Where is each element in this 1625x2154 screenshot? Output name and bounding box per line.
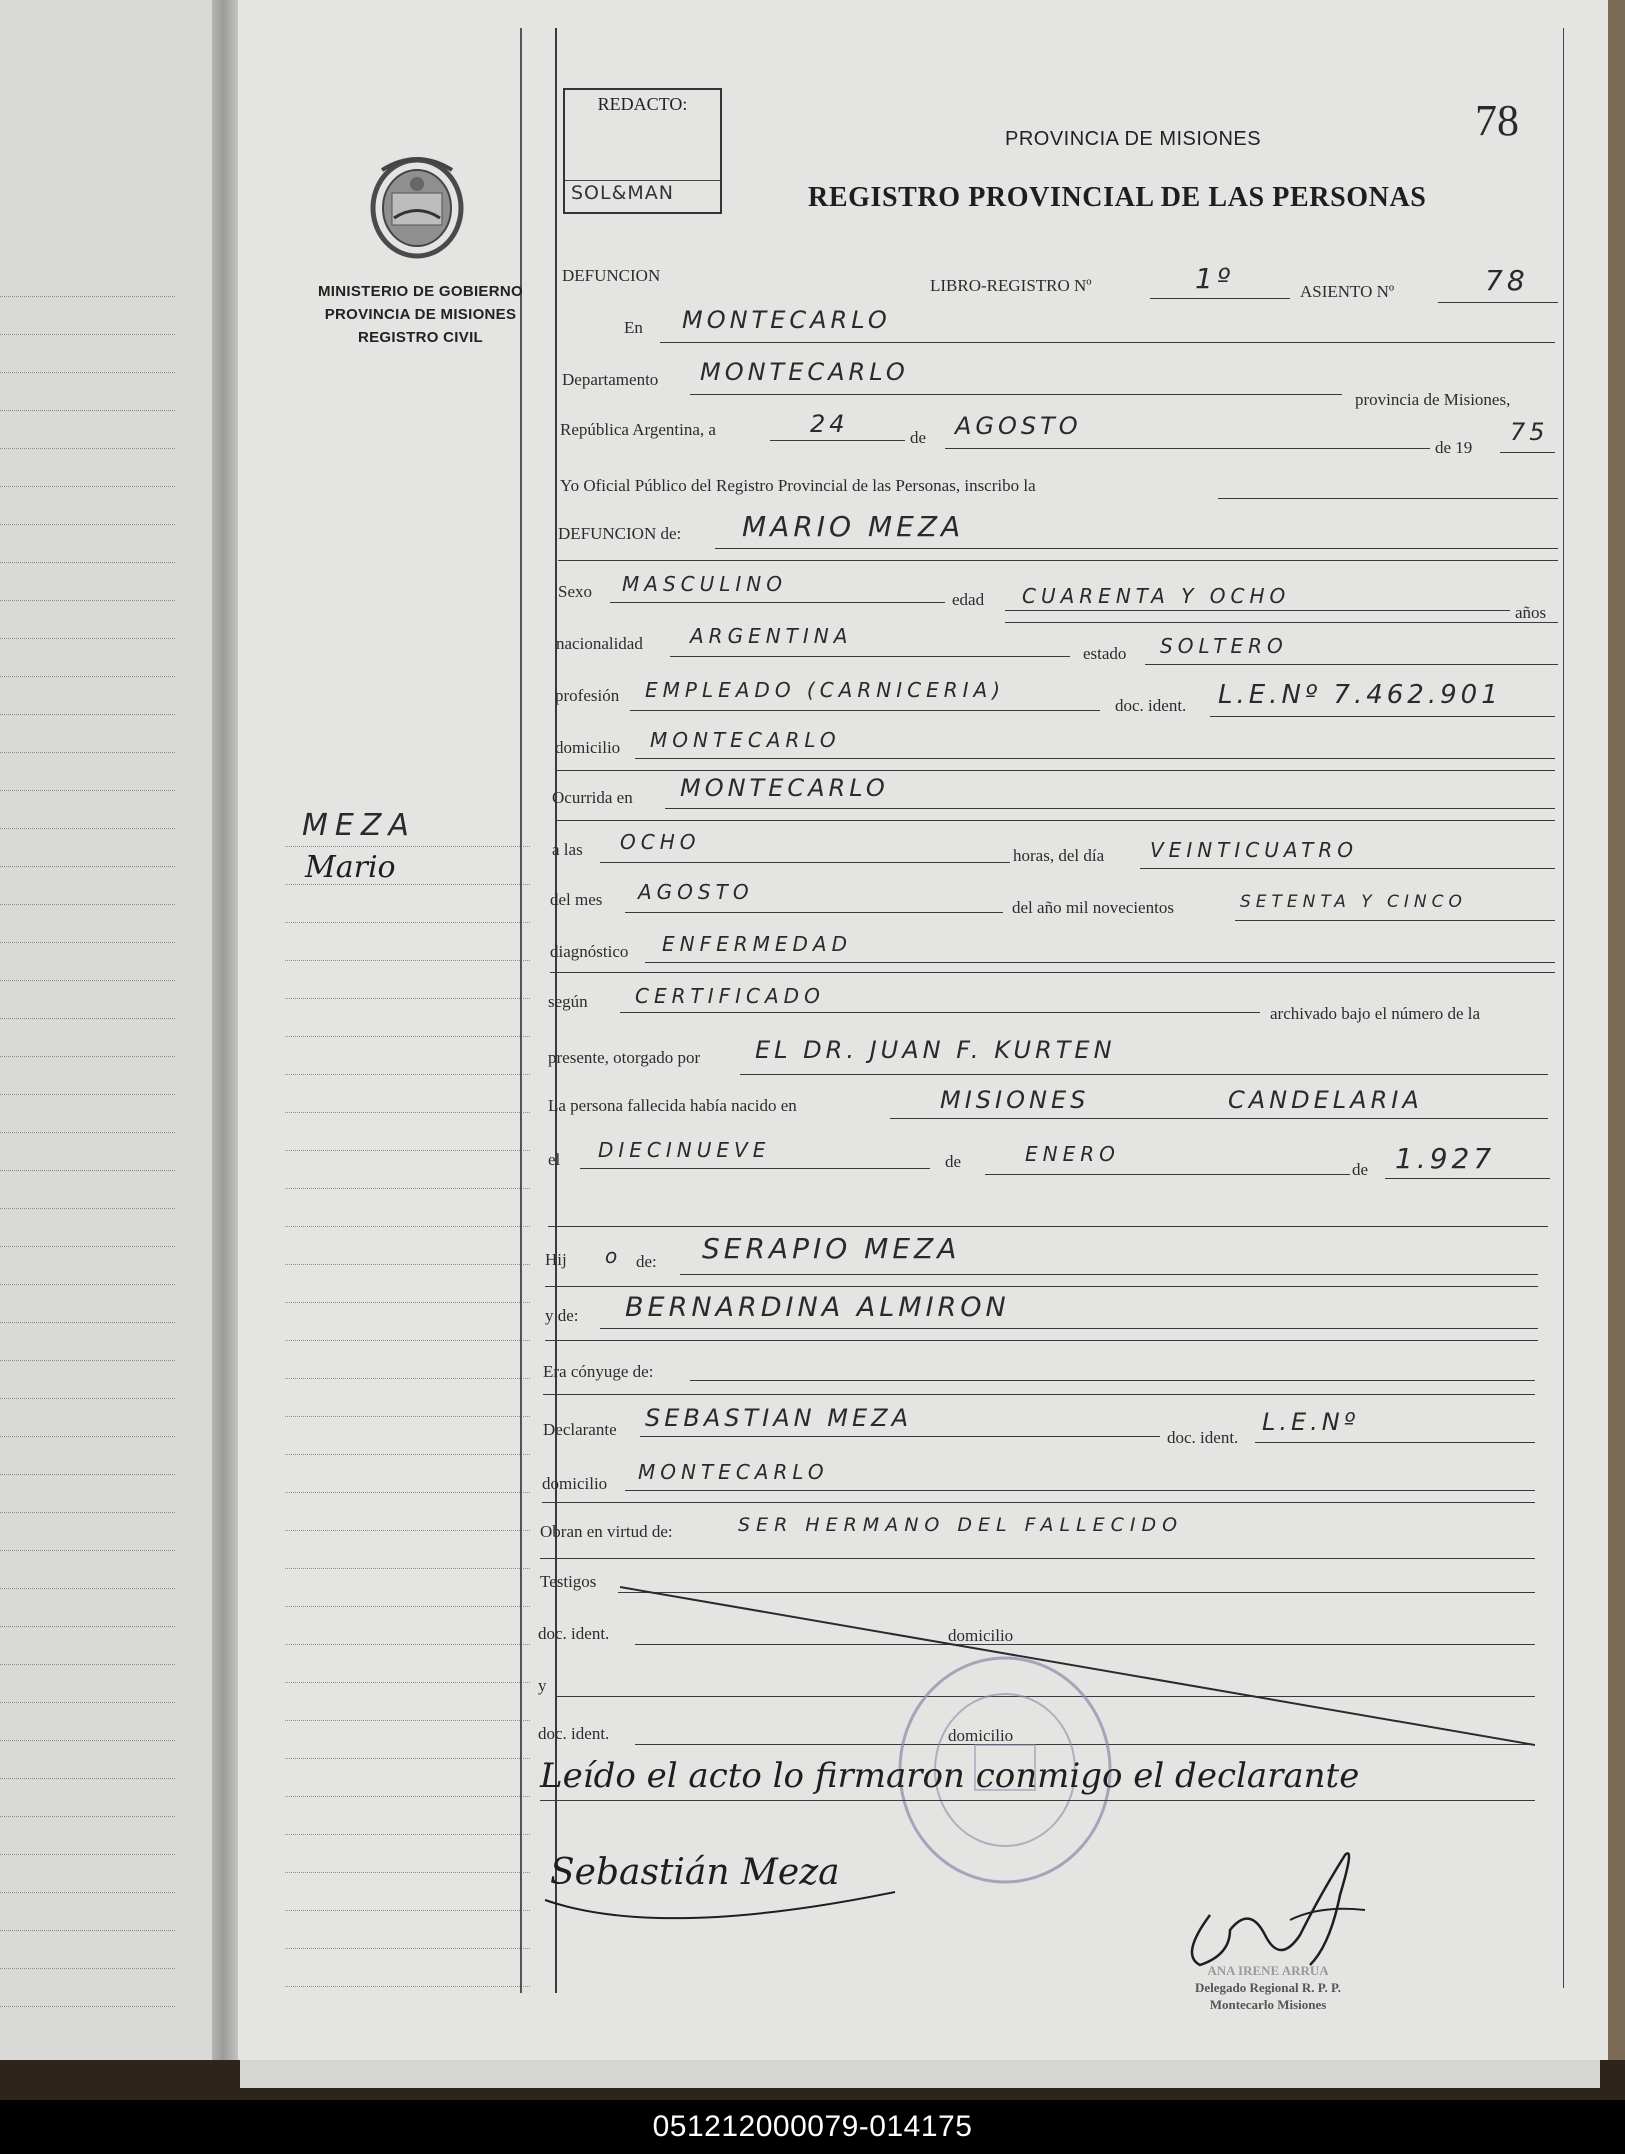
birth-year-line bbox=[1385, 1178, 1550, 1179]
margin-rule bbox=[285, 1872, 530, 1873]
domicilio-label: domicilio bbox=[555, 738, 621, 757]
de19-label: de 19 bbox=[1435, 438, 1473, 457]
ledger-rule bbox=[0, 1284, 175, 1285]
margin-rule bbox=[285, 1112, 530, 1113]
ocurrida-label: Ocurrida en bbox=[552, 788, 633, 807]
obran-line bbox=[540, 1558, 1535, 1559]
ledger-rule bbox=[0, 1398, 175, 1399]
defuncion-de-label: DEFUNCION de: bbox=[558, 524, 682, 543]
ledger-rule bbox=[0, 904, 175, 905]
hijo-de-label: de: bbox=[636, 1252, 657, 1271]
libro-label: LIBRO-REGISTRO Nº bbox=[930, 276, 1092, 295]
decl-domicilio-label: domicilio bbox=[542, 1474, 608, 1493]
decl-domicilio-line bbox=[625, 1490, 1535, 1491]
margin-rule bbox=[285, 1226, 530, 1227]
sexo-value: MASCULINO bbox=[622, 572, 787, 596]
ledger-rule bbox=[0, 1436, 175, 1437]
obran-label: Obran en virtud de: bbox=[540, 1522, 673, 1541]
decl-domicilio-line-2 bbox=[542, 1502, 1535, 1503]
redacto-box bbox=[563, 88, 722, 214]
margin-rule bbox=[285, 1758, 530, 1759]
ledger-rule bbox=[0, 562, 175, 563]
sexo-line bbox=[610, 602, 945, 603]
estado-value: SOLTERO bbox=[1160, 634, 1288, 658]
testigo2-domicilio-label: domicilio bbox=[948, 1726, 1014, 1745]
margin-rule bbox=[285, 1340, 530, 1341]
province-heading: PROVINCIA DE MISIONES bbox=[1005, 128, 1262, 150]
ledger-rule bbox=[0, 524, 175, 525]
del-mes-line bbox=[625, 912, 1003, 913]
estado-line bbox=[1145, 664, 1558, 665]
en-label: En bbox=[624, 318, 643, 337]
ledger-rule bbox=[0, 1626, 175, 1627]
notary-title: Delegado Regional R. P. P. bbox=[1194, 1980, 1341, 1995]
ledger-rule bbox=[0, 1664, 175, 1665]
testigos-label: Testigos bbox=[540, 1572, 597, 1591]
estado-label: estado bbox=[1083, 644, 1127, 663]
margin-rule bbox=[285, 1150, 530, 1151]
left-ledger-page bbox=[0, 0, 225, 2100]
father-line-2 bbox=[545, 1286, 1538, 1287]
ledger-rule bbox=[0, 1208, 175, 1209]
margin-rule bbox=[285, 1378, 530, 1379]
year-line bbox=[1500, 452, 1555, 453]
ledger-rule bbox=[0, 1550, 175, 1551]
hora-line bbox=[600, 862, 1010, 863]
ledger-rule bbox=[0, 714, 175, 715]
ledger-rule bbox=[0, 1246, 175, 1247]
signature-underline-icon bbox=[540, 1880, 900, 1940]
margin-rule bbox=[285, 1986, 530, 1987]
medico-line bbox=[740, 1074, 1548, 1075]
ministry-registry-line: REGISTRO CIVIL bbox=[357, 329, 484, 346]
notary-block bbox=[1148, 1962, 1388, 2013]
decl-doc-line bbox=[1255, 1442, 1535, 1443]
ministry-province-line: PROVINCIA DE MISIONES bbox=[324, 306, 517, 323]
margin-rule bbox=[285, 1644, 530, 1645]
margin-rule bbox=[285, 846, 530, 847]
declarante-line bbox=[640, 1436, 1160, 1437]
en-value: MONTECARLO bbox=[682, 306, 891, 334]
margin-rule bbox=[285, 1606, 530, 1607]
obran-value: SER HERMANO DEL FALLECIDO bbox=[738, 1514, 1184, 1536]
birth-year-value: 1.927 bbox=[1395, 1142, 1496, 1175]
birth-month-line bbox=[985, 1174, 1350, 1175]
de-label: de bbox=[910, 428, 927, 447]
ledger-rule bbox=[0, 1816, 175, 1817]
mother-line bbox=[600, 1328, 1538, 1329]
ledger-rule bbox=[0, 1132, 175, 1133]
ocurrida-line bbox=[665, 808, 1555, 809]
ledger-rule bbox=[0, 828, 175, 829]
ledger-rule bbox=[0, 866, 175, 867]
officer-signature-icon bbox=[1170, 1835, 1380, 1975]
separator-line bbox=[548, 1226, 1548, 1227]
profesion-line bbox=[630, 710, 1100, 711]
asiento-value: 78 bbox=[1485, 264, 1529, 297]
asiento-line bbox=[1438, 302, 1558, 303]
deceased-name-line bbox=[715, 548, 1558, 549]
margin-rule bbox=[285, 1834, 530, 1835]
margin-rule bbox=[285, 998, 530, 999]
mother-line-2 bbox=[545, 1340, 1538, 1341]
edad-line-2 bbox=[1005, 622, 1558, 623]
ledger-rule bbox=[0, 600, 175, 601]
birth-day-line bbox=[580, 1168, 930, 1169]
domicilio-value: MONTECARLO bbox=[650, 728, 841, 752]
deceased-name-value: MARIO MEZA bbox=[742, 510, 965, 543]
margin-rule bbox=[285, 1568, 530, 1569]
margin-rule bbox=[285, 1682, 530, 1683]
dia-texto-line bbox=[1140, 868, 1555, 869]
ledger-rule bbox=[0, 790, 175, 791]
conyuge-label: Era cónyuge de: bbox=[543, 1362, 654, 1381]
ledger-rule bbox=[0, 296, 175, 297]
ledger-rule bbox=[0, 942, 175, 943]
declarant-signature: Sebastián Meza bbox=[550, 1852, 840, 1893]
segun-line bbox=[620, 1012, 1260, 1013]
year-value: 75 bbox=[1510, 418, 1549, 446]
del-anio-line bbox=[1235, 920, 1555, 921]
ledger-rule bbox=[0, 1968, 175, 1969]
presente-label: presente, otorgado por bbox=[548, 1048, 701, 1067]
diagnostico-line bbox=[645, 962, 1555, 963]
y-de-label: y de: bbox=[545, 1306, 579, 1325]
republica-label: República Argentina, a bbox=[560, 420, 716, 439]
del-mes-value: AGOSTO bbox=[638, 880, 754, 904]
departamento-value: MONTECARLO bbox=[700, 358, 909, 386]
hijo-suffix: o bbox=[605, 1244, 623, 1268]
del-anio-value: SETENTA Y CINCO bbox=[1240, 892, 1467, 912]
profesion-value: EMPLEADO (CARNICERIA) bbox=[645, 678, 1005, 702]
birth-day-value: DIECINUEVE bbox=[598, 1138, 771, 1162]
margin-rule bbox=[285, 1948, 530, 1949]
provincial-seal-icon bbox=[362, 148, 472, 263]
ministry-line: MINISTERIO DE GOBIERNO bbox=[318, 283, 523, 300]
father-value: SERAPIO MEZA bbox=[702, 1232, 961, 1265]
dia-texto-value: VEINTICUATRO bbox=[1150, 838, 1358, 862]
ledger-rule bbox=[0, 980, 175, 981]
decl-doc-value: L.E.Nº bbox=[1262, 1408, 1360, 1436]
asiento-label: ASIENTO Nº bbox=[1300, 282, 1395, 301]
margin-rule bbox=[285, 1302, 530, 1303]
ledger-rule bbox=[0, 1512, 175, 1513]
ledger-rule bbox=[0, 1778, 175, 1779]
ledger-rule bbox=[0, 1930, 175, 1931]
ministry-block bbox=[298, 280, 543, 349]
margin-rule bbox=[285, 1264, 530, 1265]
ledger-rule bbox=[0, 1740, 175, 1741]
margin-rule bbox=[285, 1492, 530, 1493]
nacido-value-1: MISIONES bbox=[940, 1086, 1090, 1114]
month-value: AGOSTO bbox=[955, 412, 1082, 440]
ledger-rule bbox=[0, 676, 175, 677]
day-value: 24 bbox=[810, 410, 849, 438]
margin-rule bbox=[285, 960, 530, 961]
margin-given-name: Mario bbox=[305, 850, 396, 885]
margin-rule bbox=[285, 922, 530, 923]
ledger-rule bbox=[0, 372, 175, 373]
edad-line bbox=[1005, 610, 1510, 611]
nacido-line bbox=[890, 1118, 1548, 1119]
page-bottom-edge bbox=[240, 2060, 1600, 2088]
nacionalidad-value: ARGENTINA bbox=[690, 624, 853, 648]
closing-statement: Leído el acto lo firmaron conmigo el declarante bbox=[540, 1756, 1360, 1796]
edad-label: edad bbox=[952, 590, 985, 609]
margin-rule bbox=[285, 1036, 530, 1037]
ledger-rule bbox=[0, 2006, 175, 2007]
birth-de-label: de bbox=[945, 1152, 962, 1171]
en-line bbox=[660, 342, 1555, 343]
edad-value: CUARENTA Y OCHO bbox=[1022, 584, 1291, 608]
ledger-rule bbox=[0, 1892, 175, 1893]
testigo2-doc-label: doc. ident. bbox=[538, 1724, 610, 1743]
doc-ident-label: doc. ident. bbox=[1115, 696, 1187, 715]
notary-name: ANA IRENE ARRUA bbox=[1207, 1963, 1329, 1978]
ledger-rule bbox=[0, 1018, 175, 1019]
ledger-rule bbox=[0, 1854, 175, 1855]
decl-doc-label: doc. ident. bbox=[1167, 1428, 1239, 1447]
mother-value: BERNARDINA ALMIRON bbox=[625, 1292, 1010, 1323]
libro-value: 1º bbox=[1195, 262, 1235, 295]
birth-month-value: ENERO bbox=[1025, 1142, 1120, 1166]
father-line bbox=[680, 1274, 1538, 1275]
nacido-label: La persona fallecida había nacido en bbox=[548, 1096, 797, 1115]
provincia-suffix: provincia de Misiones, bbox=[1355, 390, 1511, 409]
deceased-name-line-2 bbox=[558, 560, 1558, 561]
notary-place: Montecarlo Misiones bbox=[1209, 1997, 1327, 2012]
declarante-label: Declarante bbox=[543, 1420, 617, 1439]
y-label: y bbox=[538, 1676, 547, 1695]
segun-value: CERTIFICADO bbox=[635, 984, 825, 1008]
testigo1-doc-label: doc. ident. bbox=[538, 1624, 610, 1643]
el-label: el bbox=[548, 1150, 561, 1169]
ledger-rule bbox=[0, 486, 175, 487]
libro-line bbox=[1150, 298, 1290, 299]
margin-rule bbox=[285, 1188, 530, 1189]
ocurrida-value: MONTECARLO bbox=[680, 774, 889, 802]
a-las-label: a las bbox=[552, 840, 583, 859]
ledger-rule bbox=[0, 448, 175, 449]
horas-label: horas, del día bbox=[1013, 846, 1105, 865]
ledger-rule bbox=[0, 1170, 175, 1171]
ledger-rule bbox=[0, 1322, 175, 1323]
ledger-rule bbox=[0, 1702, 175, 1703]
margin-surname: MEZA bbox=[302, 808, 416, 843]
ledger-rule bbox=[0, 334, 175, 335]
decl-domicilio-value: MONTECARLO bbox=[638, 1460, 829, 1484]
declarante-value: SEBASTIAN MEZA bbox=[645, 1404, 912, 1432]
ledger-rule bbox=[0, 638, 175, 639]
day-line bbox=[770, 440, 905, 441]
registry-heading: REGISTRO PROVINCIAL DE LAS PERSONAS bbox=[808, 182, 1427, 213]
nacionalidad-line bbox=[670, 656, 1070, 657]
diagnostico-value: ENFERMEDAD bbox=[662, 932, 853, 956]
margin-rule bbox=[285, 1454, 530, 1455]
ledger-rule bbox=[0, 1588, 175, 1589]
del-anio-label: del año mil novecientos bbox=[1012, 898, 1174, 917]
hijo-label: Hij bbox=[545, 1250, 567, 1269]
departamento-line bbox=[690, 394, 1342, 395]
month-line bbox=[945, 448, 1430, 449]
margin-rule bbox=[285, 1416, 530, 1417]
ledger-rule bbox=[0, 1056, 175, 1057]
book-gutter bbox=[212, 0, 240, 2100]
folio-number: 78 bbox=[1475, 96, 1519, 145]
hora-value: OCHO bbox=[620, 830, 701, 854]
barcode-caption: 051212000079-014175 bbox=[0, 2100, 1625, 2154]
nacido-value-2: CANDELARIA bbox=[1228, 1086, 1423, 1114]
doc-ident-value: L.E.Nº 7.462.901 bbox=[1218, 680, 1502, 710]
margin-rule bbox=[285, 1720, 530, 1721]
margin-rule bbox=[285, 1910, 530, 1911]
margin-rule bbox=[285, 1530, 530, 1531]
medico-value: EL DR. JUAN F. KURTEN bbox=[755, 1036, 1116, 1064]
diagnostico-label: diagnóstico bbox=[550, 942, 629, 961]
anos-label: años bbox=[1515, 603, 1547, 622]
ledger-rule bbox=[0, 1360, 175, 1361]
diagnostico-line-2 bbox=[550, 972, 1555, 973]
domicilio-line-2 bbox=[555, 770, 1555, 771]
ledger-rule bbox=[0, 1474, 175, 1475]
doc-ident-line bbox=[1210, 716, 1555, 717]
ledger-rule bbox=[0, 1094, 175, 1095]
redacto-label: REDACTO: bbox=[597, 94, 688, 114]
yo-oficial-text: Yo Oficial Público del Registro Provincial de las Personas, inscribo la bbox=[560, 476, 1036, 495]
yo-oficial-line bbox=[1218, 498, 1558, 499]
departamento-label: Departamento bbox=[562, 370, 659, 389]
closing-line bbox=[540, 1800, 1535, 1801]
ocurrida-line-2 bbox=[555, 820, 1555, 821]
ledger-rule bbox=[0, 410, 175, 411]
margin-rule bbox=[285, 1796, 530, 1797]
nacionalidad-label: nacionalidad bbox=[556, 634, 643, 653]
conyuge-line-2 bbox=[543, 1394, 1535, 1395]
domicilio-line bbox=[635, 758, 1555, 759]
form-right-border bbox=[1563, 28, 1564, 1988]
defuncion-label: DEFUNCION bbox=[562, 266, 661, 285]
archivado-label: archivado bajo el número de la bbox=[1270, 1004, 1481, 1023]
ledger-rule bbox=[0, 752, 175, 753]
sexo-label: Sexo bbox=[558, 582, 592, 601]
redacto-signature: SOL&MAN bbox=[571, 182, 675, 204]
del-mes-label: del mes bbox=[550, 890, 603, 909]
profesion-label: profesión bbox=[555, 686, 620, 705]
testigo1-domicilio-label: domicilio bbox=[948, 1626, 1014, 1645]
birth-de2-label: de bbox=[1352, 1160, 1369, 1179]
conyuge-line bbox=[690, 1380, 1535, 1381]
margin-rule bbox=[285, 1074, 530, 1075]
segun-label: según bbox=[548, 992, 588, 1011]
redacto-divider bbox=[565, 180, 720, 181]
